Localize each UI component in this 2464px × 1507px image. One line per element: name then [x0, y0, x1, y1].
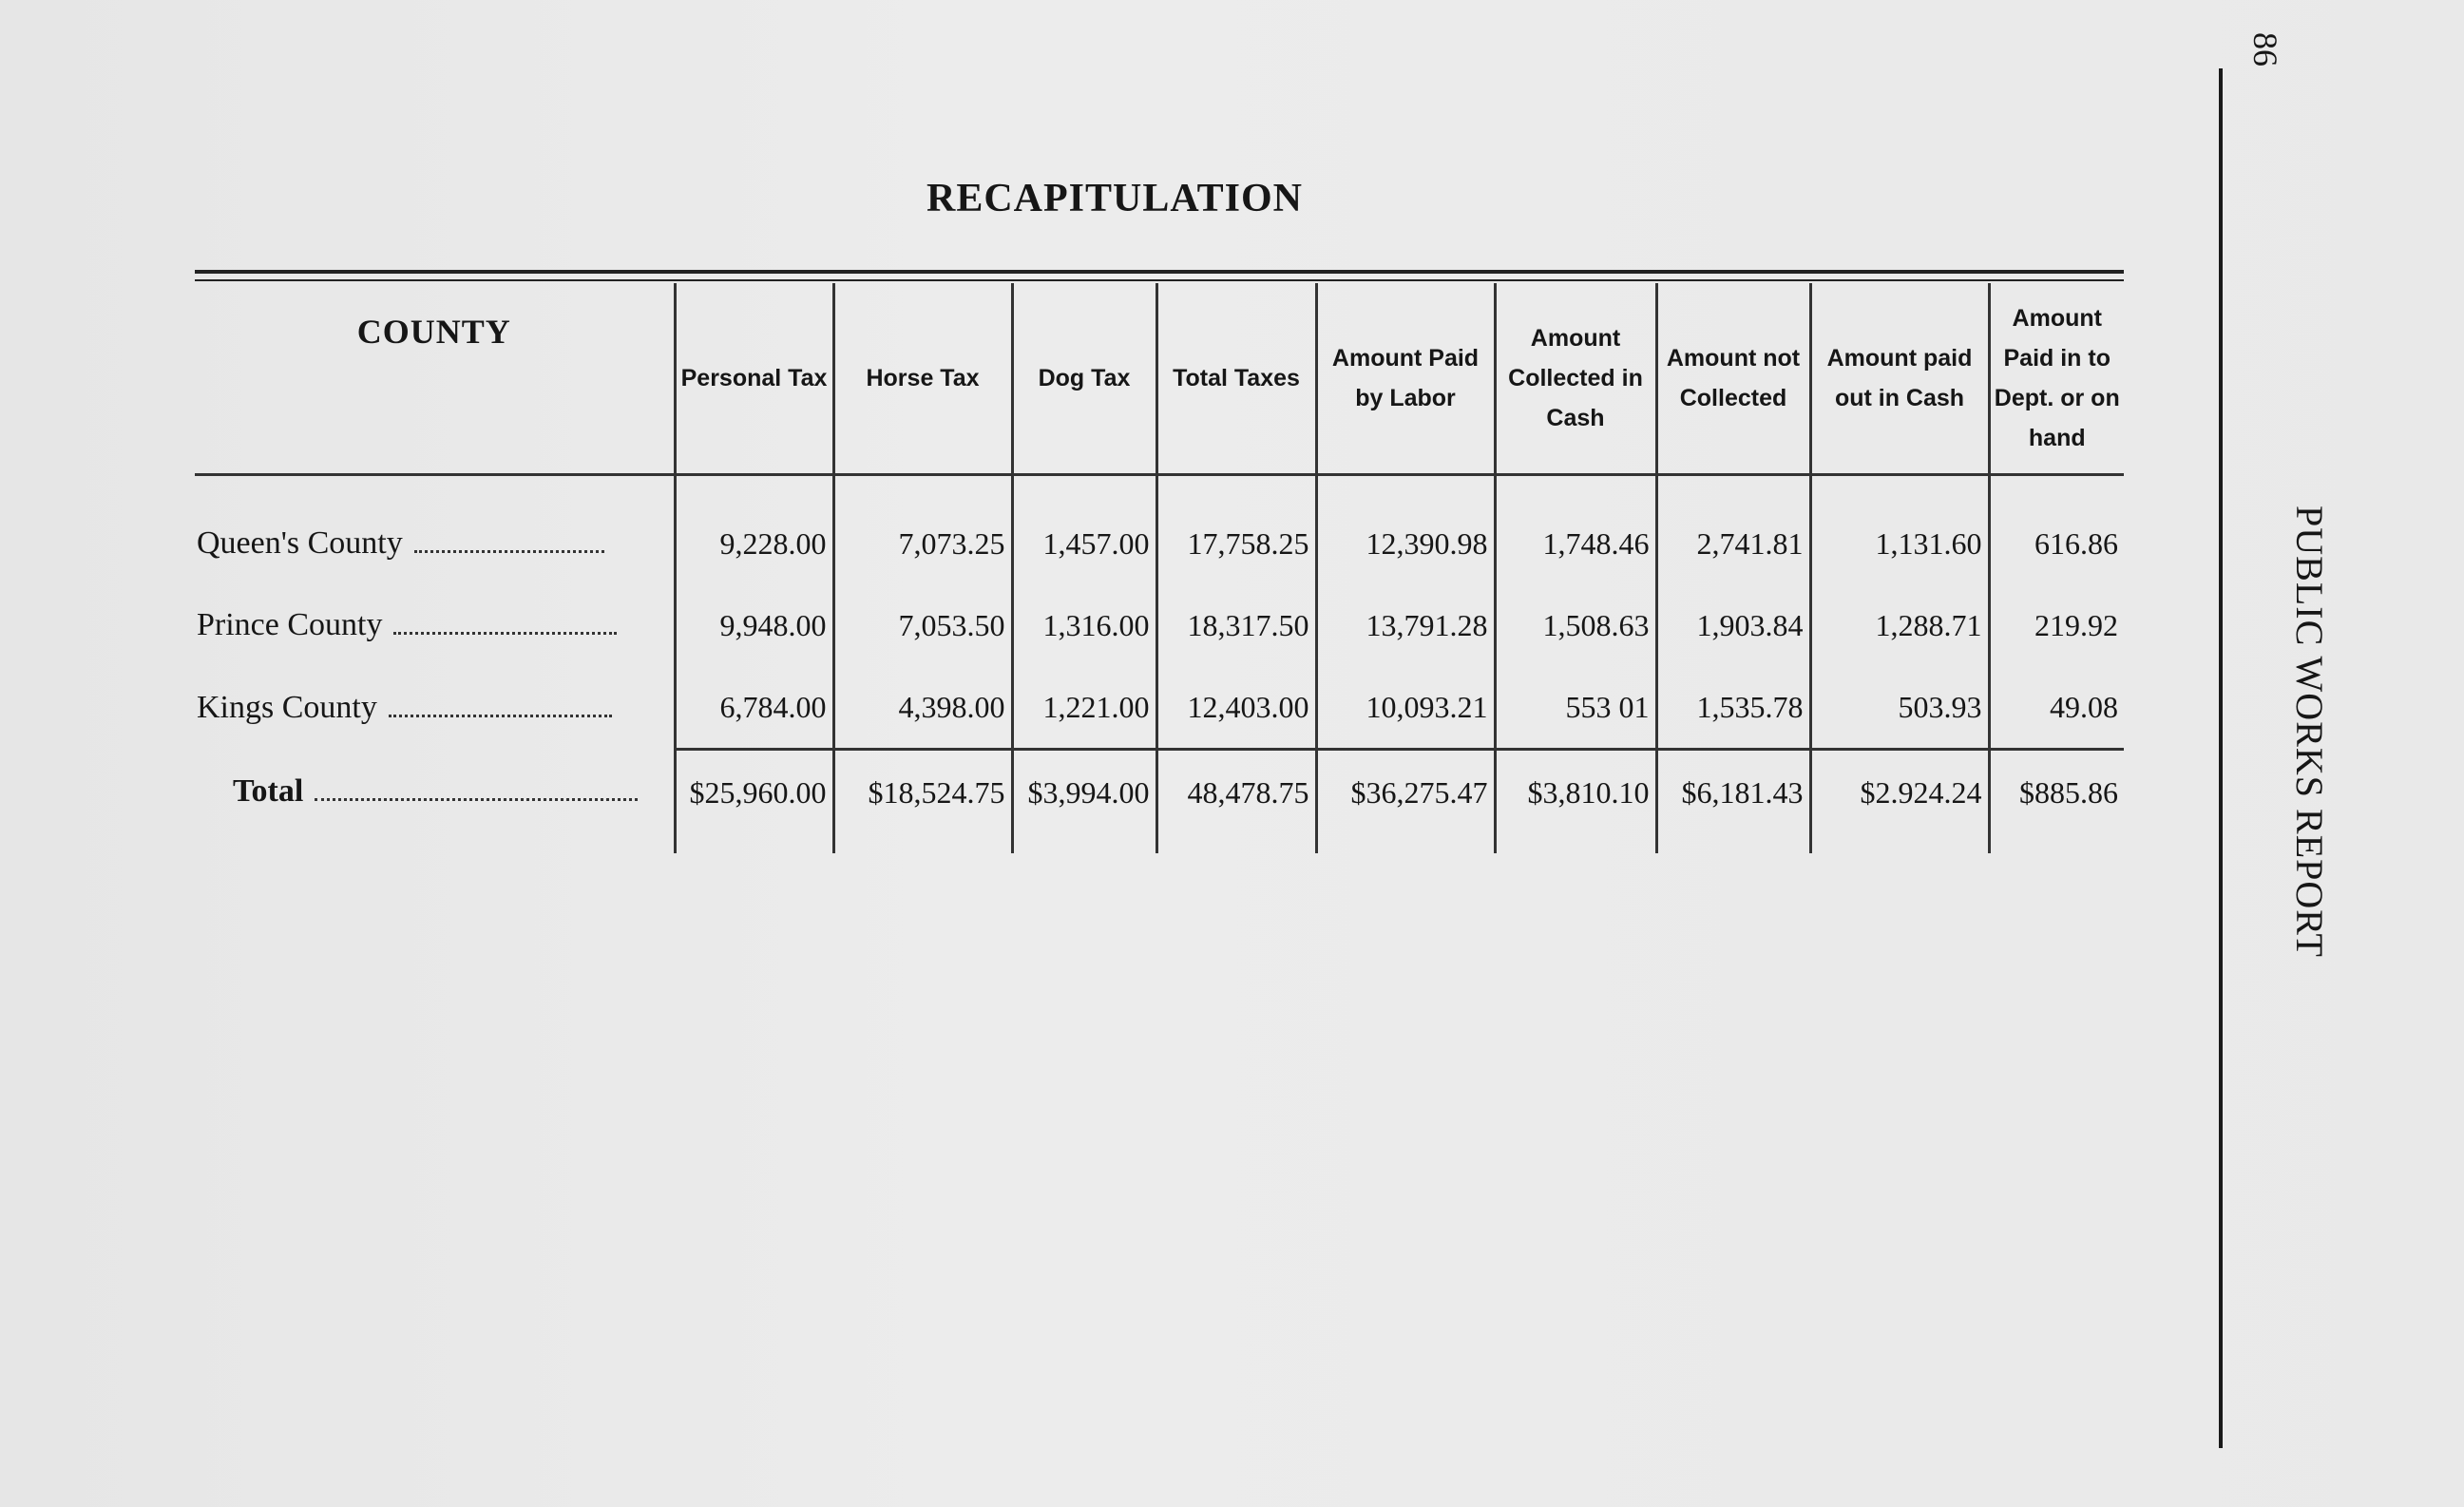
cell-personal-tax: 9,228.00 [675, 475, 833, 585]
cell-dog-tax: 1,457.00 [1012, 475, 1156, 585]
dot-leader [393, 632, 617, 635]
cell-paid-by-labor: 13,791.28 [1316, 584, 1495, 666]
cell-horse-tax: 7,053.50 [833, 584, 1012, 666]
table-title: RECAPITULATION [926, 177, 1303, 220]
total-label: Total [233, 773, 304, 810]
cell-dog-tax: 1,221.00 [1012, 666, 1156, 750]
total-personal-tax: $25,960.00 [675, 750, 833, 854]
cell-personal-tax: 6,784.00 [675, 666, 833, 750]
total-collected-in-cash: $3,810.10 [1495, 750, 1656, 854]
cell-not-collected: 1,903.84 [1656, 584, 1810, 666]
county-name: Kings County [197, 689, 377, 725]
cell-paid-by-labor: 10,093.21 [1316, 666, 1495, 750]
header-not-collected: Amount not Collected [1656, 283, 1810, 475]
header-paid-by-labor: Amount Paid by Labor [1316, 283, 1495, 475]
cell-paid-out-in-cash: 503.93 [1810, 666, 1989, 750]
total-horse-tax: $18,524.75 [833, 750, 1012, 854]
recapitulation-table [195, 283, 2124, 853]
page-number: 86 [2246, 32, 2284, 67]
cell-total-taxes: 18,317.50 [1156, 584, 1316, 666]
cell-paid-in-to-dept: 49.08 [1989, 666, 2124, 750]
cell-paid-in-to-dept: 616.86 [1989, 475, 2124, 585]
table-row [195, 584, 2124, 666]
row-county [195, 584, 675, 666]
table-top-rule [195, 270, 2124, 274]
cell-total-taxes: 12,403.00 [1156, 666, 1316, 750]
row-total-label [195, 750, 675, 854]
running-title: PUBLIC WORKS REPORT [2288, 506, 2331, 958]
cell-horse-tax: 7,073.25 [833, 475, 1012, 585]
cell-not-collected: 1,535.78 [1656, 666, 1810, 750]
dot-leader [414, 550, 604, 553]
cell-collected-in-cash: 553 01 [1495, 666, 1656, 750]
total-not-collected: $6,181.43 [1656, 750, 1810, 854]
cell-dog-tax: 1,316.00 [1012, 584, 1156, 666]
table-row [195, 475, 2124, 585]
table-top-rule-thin [195, 279, 2124, 281]
total-paid-by-labor: $36,275.47 [1316, 750, 1495, 854]
total-dog-tax: $3,994.00 [1012, 750, 1156, 854]
header-paid-out-in-cash: Amount paid out in Cash [1810, 283, 1989, 475]
cell-collected-in-cash: 1,748.46 [1495, 475, 1656, 585]
header-dog-tax: Dog Tax [1012, 283, 1156, 475]
cell-paid-by-labor: 12,390.98 [1316, 475, 1495, 585]
total-paid-out-in-cash: $2.924.24 [1810, 750, 1989, 854]
cell-not-collected: 2,741.81 [1656, 475, 1810, 585]
total-paid-in-to-dept: $885.86 [1989, 750, 2124, 854]
table-row [195, 666, 2124, 750]
total-total-taxes: 48,478.75 [1156, 750, 1316, 854]
cell-collected-in-cash: 1,508.63 [1495, 584, 1656, 666]
header-row [195, 283, 2124, 475]
county-name: Queen's County [197, 525, 403, 561]
header-collected-in-cash: Amount Collected in Cash [1495, 283, 1656, 475]
cell-paid-out-in-cash: 1,131.60 [1810, 475, 1989, 585]
header-total-taxes: Total Taxes [1156, 283, 1316, 475]
dot-leader [315, 798, 638, 801]
header-county: COUNTY [195, 283, 675, 475]
row-county [195, 666, 675, 750]
cell-total-taxes: 17,758.25 [1156, 475, 1316, 585]
cell-horse-tax: 4,398.00 [833, 666, 1012, 750]
cell-paid-out-in-cash: 1,288.71 [1810, 584, 1989, 666]
county-name: Prince County [197, 607, 383, 642]
cell-personal-tax: 9,948.00 [675, 584, 833, 666]
margin-rule [2219, 68, 2223, 1448]
dot-leader [389, 715, 612, 717]
total-row [195, 750, 2124, 854]
row-county [195, 475, 675, 585]
header-personal-tax: Personal Tax [675, 283, 833, 475]
header-paid-in-to-dept: Amount Paid in to Dept. or on hand [1989, 283, 2124, 475]
cell-paid-in-to-dept: 219.92 [1989, 584, 2124, 666]
header-horse-tax: Horse Tax [833, 283, 1012, 475]
